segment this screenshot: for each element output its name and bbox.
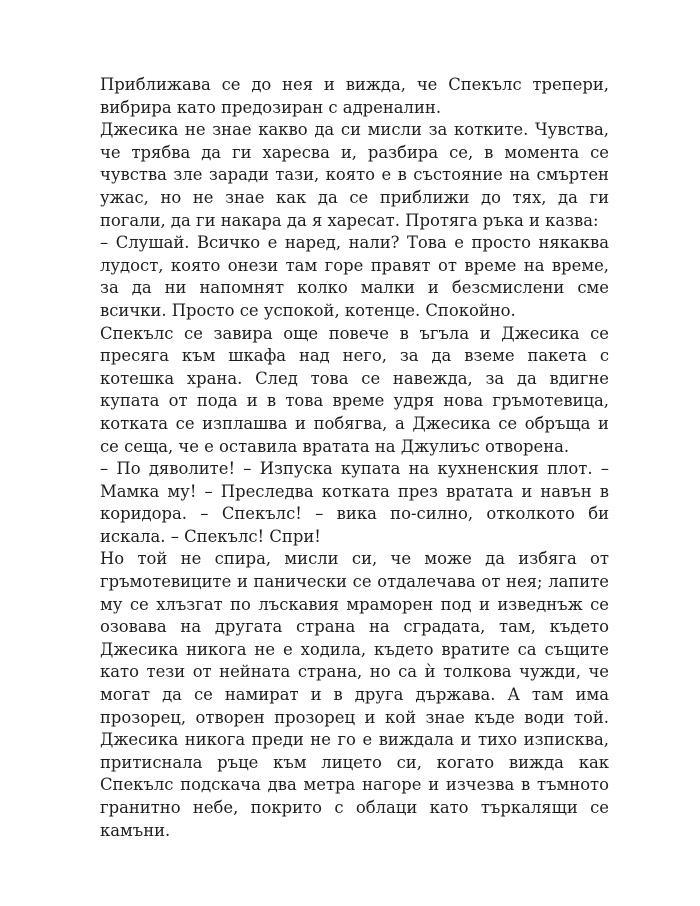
paragraph-3: – Слушай. Всичко е наред, нали? Това е просто някаква лудост, която онези там горе правят от време на време, за да ни напомнят колко малки и безсмислени сме всички. Просто се успокой, котенце. Спокойно.: [100, 233, 609, 320]
page-body: [100, 74, 609, 842]
paragraph-5: – По дяволите! – Изпуска купата на кухненския плот. – Мамка му! – Преследва котката през вратата и навън в коридора. – Спекълс! – вика по-силно, отколкото би искала. – Спекълс! Спри!: [100, 459, 609, 546]
paragraph-1: Приближава се до нея и вижда, че Спекълс трепери, вибрира като предозиран с адреналин.: [100, 75, 609, 117]
paragraph-4: Спекълс се завира още повече в ъгъла и Джесика се пресяга към шкафа над него, за да вземе пакета с котешка храна. След това се навежда, за да вдигне купата от пода и в това време удря нова гръмотевица, котката се изплашва и побягва, а Джесика се обръща и се сеща, че е оставила вратата на Джулиъс отворена.: [100, 323, 609, 456]
paragraph-6: Но той не спира, мисли си, че може да избяга от гръмотевиците и панически се отдалечава от нея; лапите му се хлъзгат по лъскавия мраморен под и изведнъж се озовава на другата страна на сградата, там, където Джесика никога не е ходила, където вратите са същите като тези от нейната страна, но са ѝ толкова чужди, че могат да се намират и в друга държава. А там има прозорец, отворен прозорец и кой знае къде води той. Джесика никога преди не го е виждала и тихо изписква, притиснала ръце към лицето си, когато вижда как Спекълс подскача два метра нагоре и изчезва в тъмното гранитно небе, покрито с облаци като търкалящи се камъни.: [100, 549, 609, 840]
paragraph-2: Джесика не знае какво да си мисли за котките. Чувства, че трябва да ги харесва и, разбира се, в момента се чувства зле заради тази, която е в състояние на смъртен ужас, но не знае как да се приближи до тях, да ги погали, да ги накара да я харесат. Протяга ръка и казва:: [100, 120, 609, 230]
